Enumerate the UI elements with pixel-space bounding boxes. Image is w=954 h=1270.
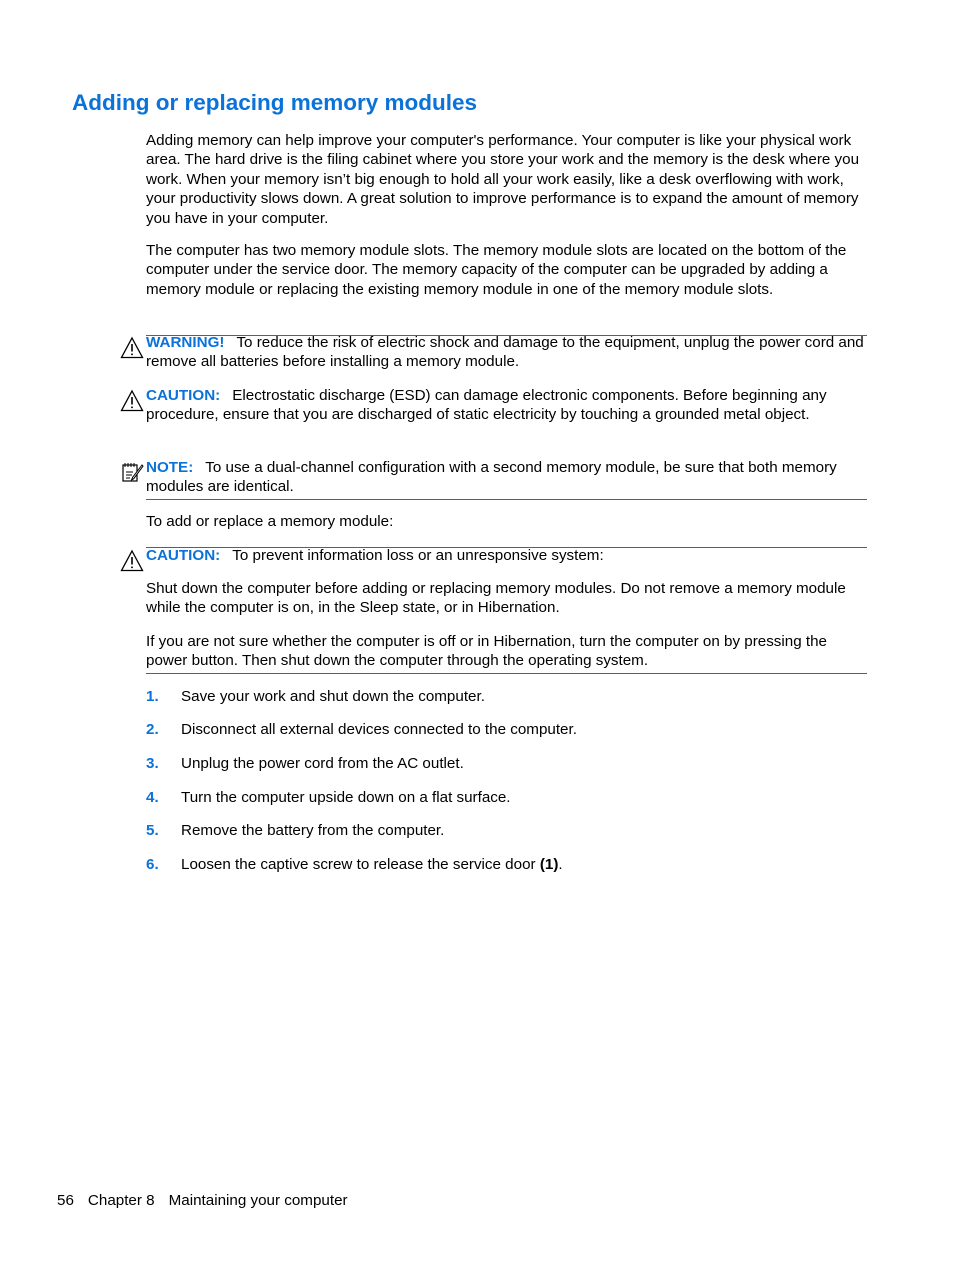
warning-triangle-icon — [120, 336, 144, 360]
caution2-paragraph-2: If you are not sure whether the computer is off or in Hibernation, turn the computer on by pressing the power button. Then shut down the computer through the operating system. — [146, 633, 827, 670]
step-text: Disconnect all external devices connected to the computer. — [181, 721, 577, 738]
warning-text: To reduce the risk of electric shock and damage to the equipment, unplug the power cord and remove all batteries before installing a memory module. — [146, 334, 864, 371]
chapter-title: Maintaining your computer — [168, 1192, 348, 1209]
intro-paragraph-1: Adding memory can help improve your computer's performance. Your computer is like your physical work area. The hard drive is the filing cabinet where you store your work and the memory is the desk where you work. When your memory isn’t big enough to hold all your work easily, like a desk overflowing with work, your productivity slows down. A great solution to improve performance is to expand the amount of memory you have in your computer. — [146, 132, 860, 227]
step-text: Loosen the captive screw to release the service door — [181, 856, 536, 873]
lead-text: To add or replace a memory module: — [146, 513, 394, 530]
caution-label: CAUTION: — [146, 387, 221, 404]
intro-paragraph-2: The computer has two memory module slots. The memory module slots are located on the bottom of the computer under the service door. The memory capacity of the computer can be upgraded by adding a memory module or replacing the existing memory module in one of the memory module slots. — [146, 242, 847, 298]
page-footer — [57, 1192, 362, 1209]
caution-block — [146, 386, 870, 425]
note-pad-icon — [120, 460, 144, 484]
note-block — [146, 458, 870, 497]
note-text: To use a dual-channel configuration with a second memory module, be sure that both memory modules are identical. — [146, 459, 837, 496]
caution-text: Electrostatic discharge (ESD) can damage electronic components. Before beginning any procedure, ensure that you are discharged of static electricity by touching a grounded metal object. — [146, 387, 827, 424]
step-text: Unplug the power cord from the AC outlet. — [181, 755, 464, 772]
step-number: 5. — [146, 822, 159, 839]
step-number: 1. — [146, 688, 159, 705]
caution2-bottom-rule — [146, 673, 867, 674]
page-title: Adding or replacing memory modules — [72, 90, 478, 115]
caution2-block — [146, 546, 870, 565]
caution-triangle-icon — [120, 389, 144, 413]
caution2-paragraph-1: Shut down the computer before adding or replacing memory modules. Do not remove a memory module while the computer is on, in the Sleep state, or in Hibernation. — [146, 580, 846, 617]
step-number: 3. — [146, 755, 159, 772]
note-label: NOTE: — [146, 459, 194, 476]
warning-label: WARNING! — [146, 334, 225, 351]
step-text: Turn the computer upside down on a flat surface. — [181, 789, 511, 806]
step-number: 4. — [146, 789, 159, 806]
step-text-end: . — [558, 856, 563, 873]
caution2-triangle-icon — [120, 549, 144, 573]
step-text-group — [181, 855, 563, 874]
step-number: 2. — [146, 721, 159, 738]
step-text: Save your work and shut down the computer. — [181, 688, 485, 705]
caution2-label: CAUTION: — [146, 547, 221, 564]
note-bottom-rule — [146, 499, 867, 500]
caution2-text: To prevent information loss or an unresponsive system: — [232, 547, 604, 564]
warning-block — [146, 333, 870, 372]
chapter-label: Chapter 8 — [87, 1192, 155, 1209]
step-callout: (1) — [539, 856, 559, 873]
step-number: 6. — [146, 856, 159, 873]
page-number: 56 — [57, 1192, 74, 1209]
step-text: Remove the battery from the computer. — [181, 822, 445, 839]
